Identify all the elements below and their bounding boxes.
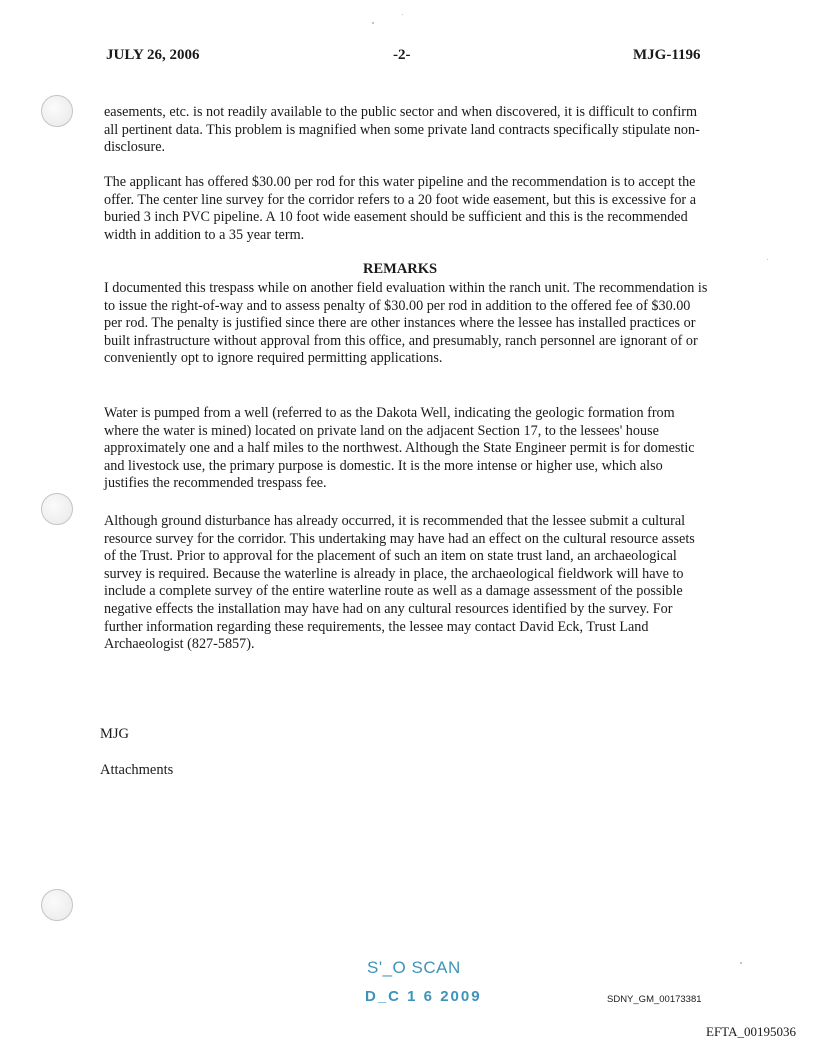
header-date: JULY 26, 2006 (106, 47, 200, 63)
efta-number: EFTA_00195036 (706, 1024, 796, 1039)
remarks-paragraph: Although ground disturbance has already occurred, it is recommended that the lessee submit a cultural resource survey for the corridor. This undertaking may have had an effect on the cultural resource assets of the Trust. Prior to approval for the placement of such an item on state trust land, an archaeological survey is required. Because the waterline is already in place, the archaeological fieldwork will have to include a complete survey of the entire waterline route as well as a damage assessment of the possible negative effects the installation may have had on any cultural resources identified by the survey. For further information regarding these requirements, the lessee may contact David Eck, Trust Land Archaeologist (827-5857). (104, 513, 695, 653)
remarks-heading: REMARKS (363, 261, 438, 277)
header-doc-id: MJG-1196 (633, 47, 701, 63)
binder-hole (41, 889, 73, 921)
scan-speck (402, 14, 403, 15)
remarks-paragraph: Water is pumped from a well (referred to as the Dakota Well, indicating the geologic formation from where the water is mined) located on private land on the adjacent Section 17, to the lessees' house approximately one and a half miles to the northwest. Although the State Engineer permit is for domestic and livestock use, the primary purpose is domestic. It is the more intense or higher use, which also justifies the recommended trespass fee. (104, 405, 695, 492)
binder-hole (41, 95, 73, 127)
scan-stamp-date: D_C 1 6 2009 (365, 988, 482, 1005)
bates-number: SDNY_GM_00173381 (607, 994, 702, 1005)
attachments-label: Attachments (100, 762, 174, 778)
scan-speck (767, 259, 768, 260)
body-paragraph: easements, etc. is not readily available to the public sector and when discovered, it is difficult to confirm all pertinent data. This problem is magnified when some private land contracts specifically stipulate non-disclosure. (104, 104, 700, 156)
scan-speck (740, 962, 742, 964)
header-page-number: -2- (393, 47, 411, 63)
remarks-paragraph: I documented this trespass while on another field evaluation within the ranch unit. The recommendation is to issue the right-of-way and to assess penalty of $30.00 per rod in addition to the offered fee of $30.00 per rod. The penalty is justified since there are other instances where the lessee has installed practices or built infrastructure without approval from this office, and presumably, ranch personnel are ignorant of or conveniently opt to ignore required permitting applications. (104, 280, 708, 367)
author-initials: MJG (100, 726, 130, 742)
scan-stamp-text: S'_O SCAN (367, 958, 461, 977)
scan-speck (372, 22, 374, 24)
body-paragraph: The applicant has offered $30.00 per rod for this water pipeline and the recommendation is to accept the offer. The center line survey for the corridor refers to a 20 foot wide easement, but this is excessive for a buried 3 inch PVC pipeline. A 10 foot wide easement should be sufficient and this is the recommended width in addition to a 35 year term. (104, 174, 696, 243)
binder-hole (41, 493, 73, 525)
